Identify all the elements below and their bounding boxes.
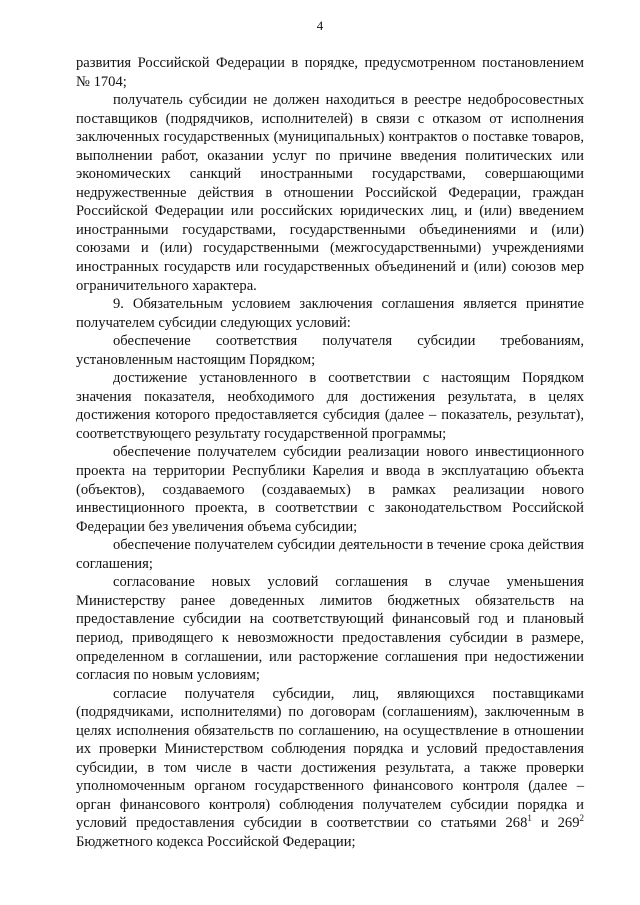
paragraph-text-after: Бюджетного кодекса Российской Федерации; [76, 833, 356, 850]
paragraph: согласование новых условий соглашения в случае уменьшения Министерству ранее доведенных лимитов бюджетных обязательств на предоставление субсидии на соответствующий финансовый год и плановый период, приводящего к невозможности предоставления субсидии в размере, определенном в соглашении, или расторжение соглашения при недостижении согласия по новым условиям; [76, 574, 584, 684]
paragraph-text-before: согласие получателя субсидии, лиц, являющихся поставщиками (подрядчиками, исполнителями) по договорам (соглашениям), заключенным в целях исполнения обязательств по соглашению, на осуществление в отношении их проверки Министерством соблюдения порядка и условий предоставления субсидии, в том числе в части достижения результата, а также проверки уполномоченным органом государственного финансового контроля (далее – орган финансового контроля) соблюдения получателем субсидии порядка и условий предоставления субсидии в соответствии со статьями 268 [76, 685, 584, 832]
article-superscript-2: 2 [579, 813, 584, 824]
body-text [76, 54, 584, 852]
article-superscript-1: 1 [527, 813, 532, 824]
paragraph: получатель субсидии не должен находиться в реестре недобросовестных поставщиков (подрядчиков, исполнителей) в связи с отказом от исполнения заключенных государственных (муниципальных) контрактов о поставке товаров, выполнении работ, оказании услуг по причине введения политических или экономических санкций иностранными государствами, совершающими недружественные действия в отношении Российской Федерации, граждан Российской Федерации или российских юридических лиц, и (или) введением иностранными государствами, государственными объединениями и (или) союзами и (или) государственными (межгосударственными) учреждениями иностранных государств или государственных объединений и (или) союзов мер ограничительного характера. [76, 92, 584, 294]
paragraph: обеспечение получателем субсидии реализации нового инвестиционного проекта на территории Республики Карелия и ввода в эксплуатацию объекта (объектов), создаваемого (создаваемых) в рамках реализации нового инвестиционного проекта, в соответствии с законодательством Российской Федерации без увеличения объема субсидии; [76, 444, 584, 535]
paragraph-last [76, 685, 584, 852]
page-number: 4 [316, 18, 324, 33]
paragraph: достижение установленного в соответствии с настоящим Порядком значения показателя, необходимого для достижения результата, в целях достижения которого предоставляется субсидия (далее – показатель, результат), соответствующего результату государственной программы; [76, 370, 584, 442]
paragraph: обеспечение соответствия получателя субсидии требованиям, установленным настоящим Порядком; [76, 333, 584, 368]
paragraph: развития Российской Федерации в порядке, предусмотренном постановлением № 1704; [76, 55, 584, 90]
paragraph: обеспечение получателем субсидии деятельности в течение срока действия соглашения; [76, 537, 584, 572]
paragraph: 9. Обязательным условием заключения соглашения является принятие получателем субсидии следующих условий: [76, 296, 584, 331]
paragraph-text-middle: и 269 [531, 815, 580, 832]
